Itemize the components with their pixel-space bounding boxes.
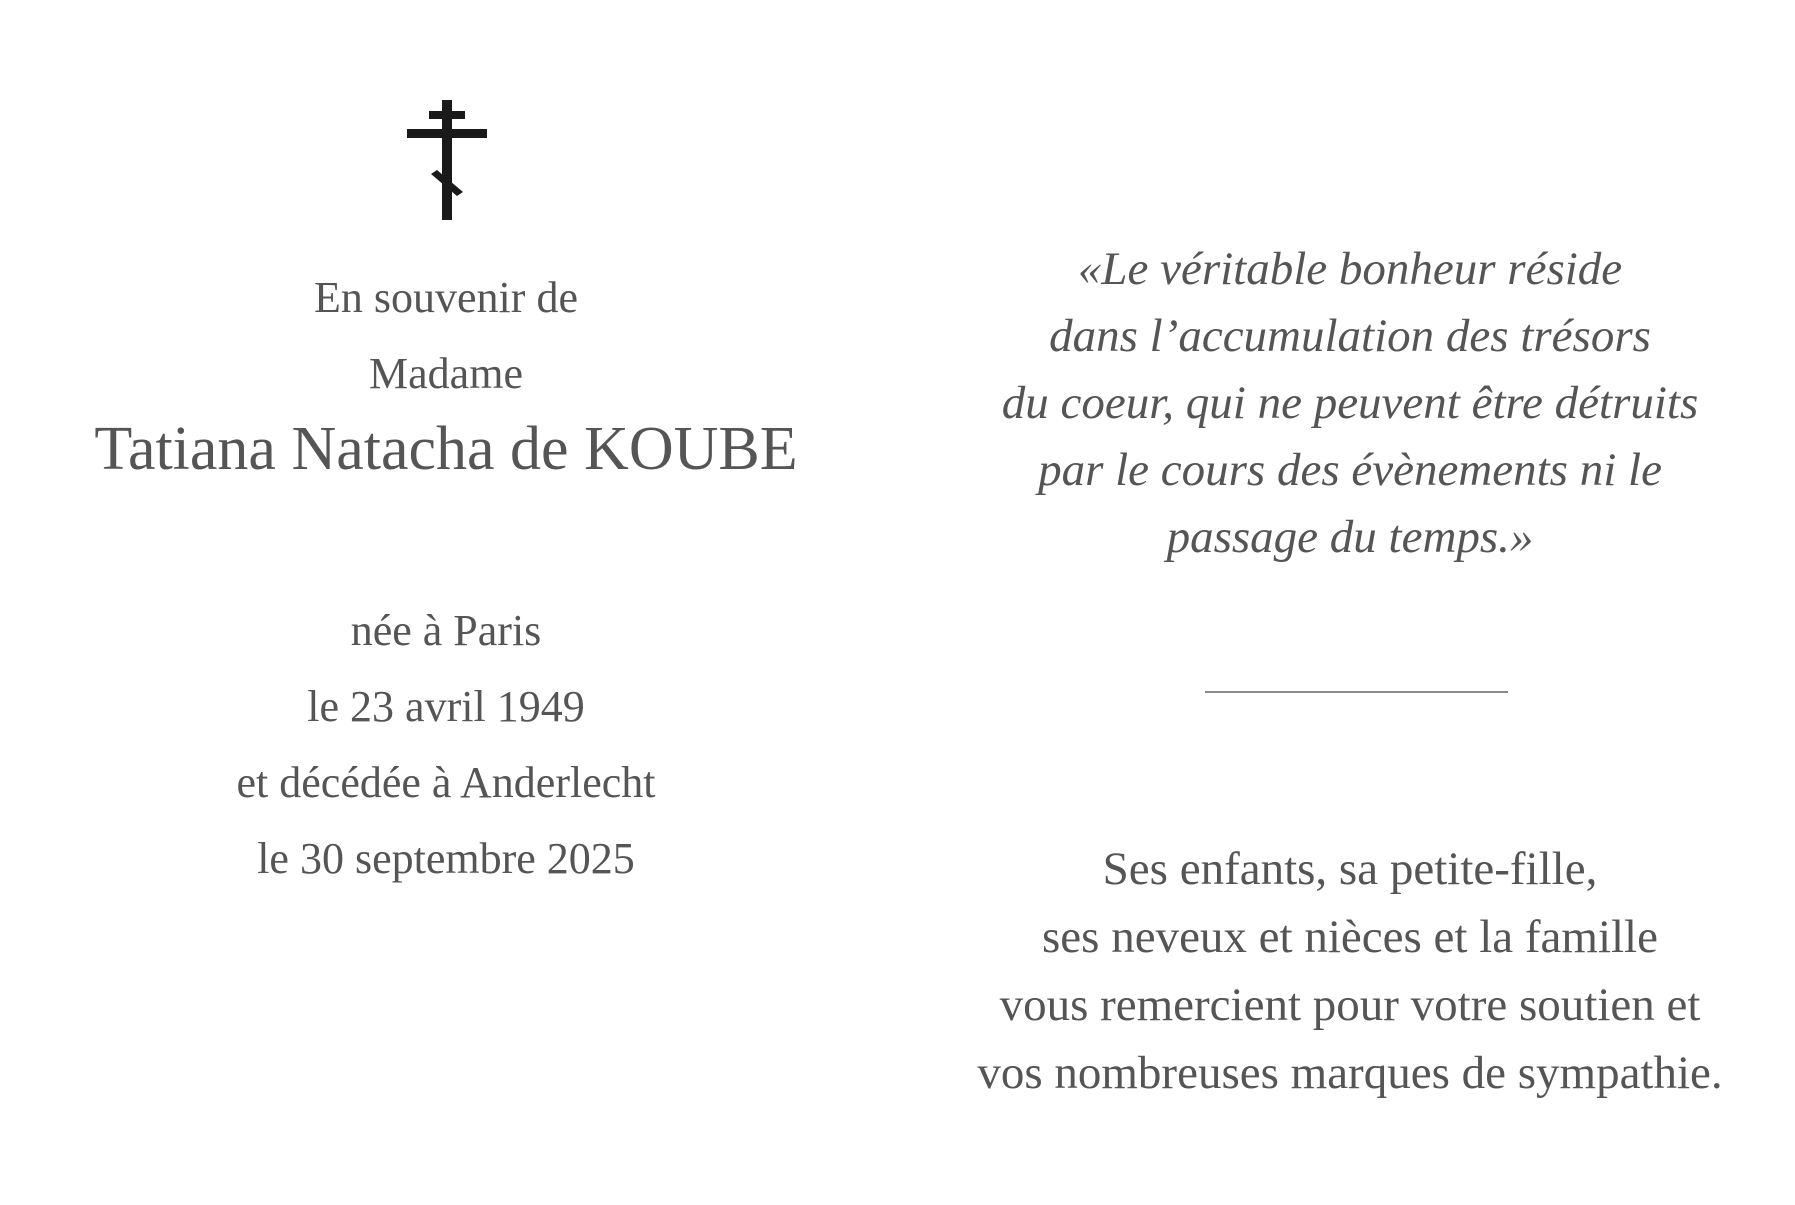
quote-line: du coeur, qui ne peuvent être détruits xyxy=(1001,377,1699,429)
death-date: le 30 septembre 2025 xyxy=(257,834,635,883)
birth-place: née à Paris xyxy=(350,606,542,655)
quote-line: dans l’accumulation des trésors xyxy=(1049,310,1651,362)
thanks-line: ses neveux et nièces et la famille xyxy=(1042,911,1658,963)
thanks-line: Ses enfants, sa petite-fille, xyxy=(1102,843,1598,895)
birth-date: le 23 avril 1949 xyxy=(307,682,585,731)
intro-text: En souvenir de xyxy=(314,273,578,322)
death-place: et décédée à Anderlecht xyxy=(236,758,656,807)
quote-line: «Le véritable bonheur réside xyxy=(1077,243,1623,295)
deceased-name: Tatiana Natacha de KOUBE xyxy=(94,415,798,483)
thanks-line: vous remercient pour votre soutien et xyxy=(999,979,1701,1031)
quote-line: passage du temps.» xyxy=(1166,511,1534,563)
thanks-line: vos nombreuses marques de sympathie. xyxy=(977,1047,1723,1099)
honorific: Madame xyxy=(369,349,523,398)
quote-line: par le cours des évènements ni le xyxy=(1038,444,1662,496)
orthodox-cross-icon xyxy=(407,100,487,220)
separator-line xyxy=(1205,691,1508,693)
